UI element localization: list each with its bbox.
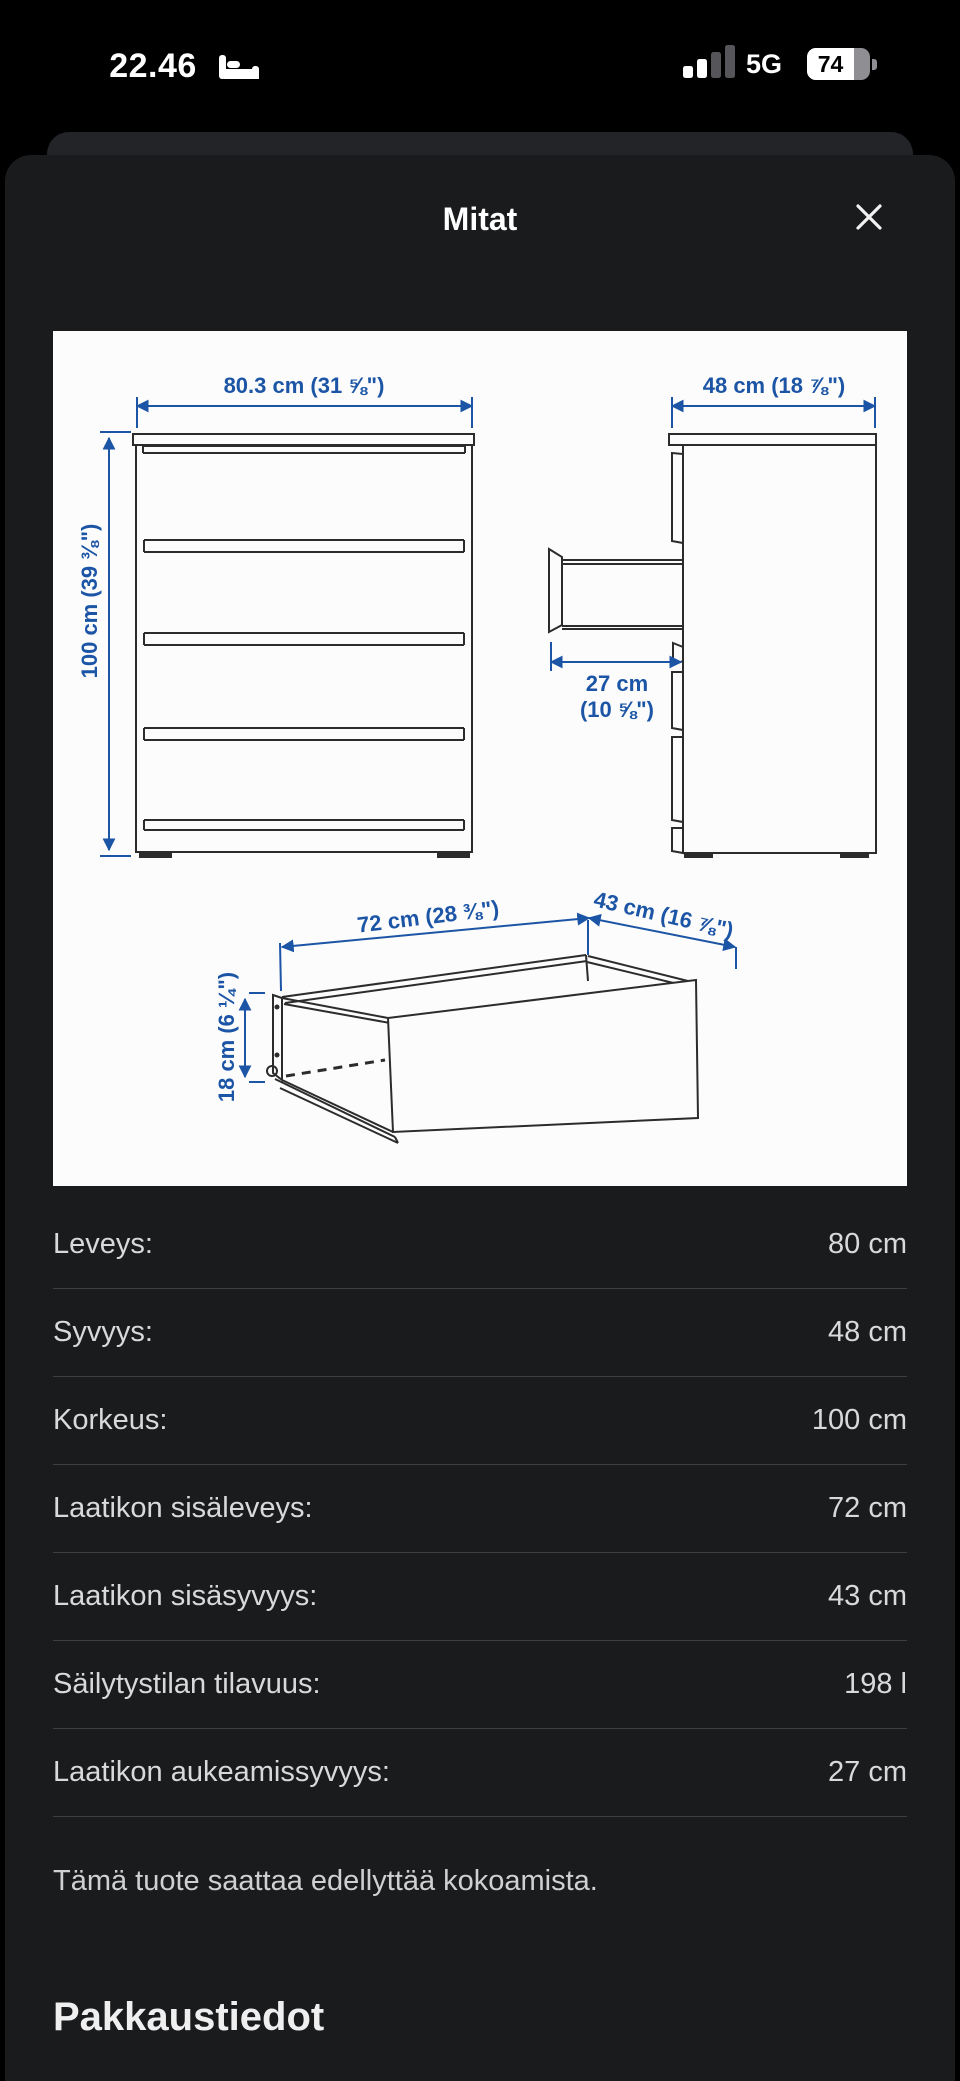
row-value: 100 cm — [811, 1404, 907, 1436]
drawer-inner-depth-dimension — [589, 886, 736, 969]
row-label: Laatikon aukeamissyvyys: — [53, 1756, 390, 1788]
row-label: Leveys: — [53, 1228, 153, 1260]
bed-focus-icon — [219, 52, 259, 84]
table-row — [53, 1377, 907, 1465]
table-row — [53, 1641, 907, 1729]
row-value: 27 cm — [828, 1756, 907, 1788]
close-button[interactable] — [847, 197, 891, 241]
battery-cap — [872, 59, 877, 70]
cellular-signal-icon — [683, 45, 735, 78]
table-row — [53, 1201, 907, 1289]
drawer-open-depth-label-line2: (10 ⅝") — [579, 697, 655, 722]
side-view-drawing — [549, 434, 876, 858]
table-row — [53, 1465, 907, 1553]
depth-dimension-label: 48 cm (18 ⅞") — [702, 373, 846, 398]
row-label: Syvyys: — [53, 1316, 153, 1348]
row-label: Korkeus: — [53, 1404, 168, 1436]
table-row — [53, 1553, 907, 1641]
depth-dimension — [672, 373, 875, 428]
row-label: Laatikon sisäleveys: — [53, 1492, 313, 1524]
clock-label: 22.46 — [109, 47, 197, 85]
front-view-drawing — [133, 434, 474, 858]
row-label: Laatikon sisäsyvyys: — [53, 1580, 318, 1612]
modal-title: Mitat — [442, 201, 518, 237]
row-label: Säilytystilan tilavuus: — [53, 1668, 321, 1700]
row-value: 80 cm — [828, 1228, 907, 1260]
assembly-note: Tämä tuote saattaa edellyttää kokoamista. — [53, 1864, 598, 1897]
drawer-open-depth-dimension — [551, 642, 681, 722]
drawer-inner-depth-label: 43 cm (16 ⅞") — [591, 886, 736, 943]
height-dimension — [77, 432, 131, 856]
drawer-inner-width-label: 72 cm (28 ⅜") — [355, 895, 501, 938]
drawer-height-label: 18 cm (6 ¼") — [214, 971, 239, 1103]
network-type-label: 5G — [746, 49, 783, 79]
drawer-isometric-drawing — [267, 955, 698, 1143]
row-value: 198 l — [844, 1668, 907, 1700]
front-width-dimension — [137, 373, 472, 428]
table-row — [53, 1289, 907, 1377]
drawer-open-depth-label-line1: 27 cm — [585, 671, 649, 696]
drawer-height-dimension — [214, 972, 265, 1102]
status-bar — [0, 0, 960, 110]
measurements-table — [53, 1201, 907, 1817]
height-dimension-label: 100 cm (39 ⅜") — [77, 523, 102, 679]
row-value: 48 cm — [828, 1316, 907, 1348]
row-value: 72 cm — [828, 1492, 907, 1524]
front-width-dimension-label: 80.3 cm (31 ⅝") — [223, 373, 385, 398]
dimensions-diagram-image — [53, 331, 907, 1186]
close-icon — [852, 200, 886, 239]
battery-percent-label: 74 — [807, 48, 854, 80]
battery-icon — [807, 48, 870, 80]
packaging-section-heading: Pakkaustiedot — [53, 1995, 325, 2039]
dimensions-modal — [5, 155, 955, 2081]
table-row — [53, 1729, 907, 1817]
row-value: 43 cm — [828, 1580, 907, 1612]
